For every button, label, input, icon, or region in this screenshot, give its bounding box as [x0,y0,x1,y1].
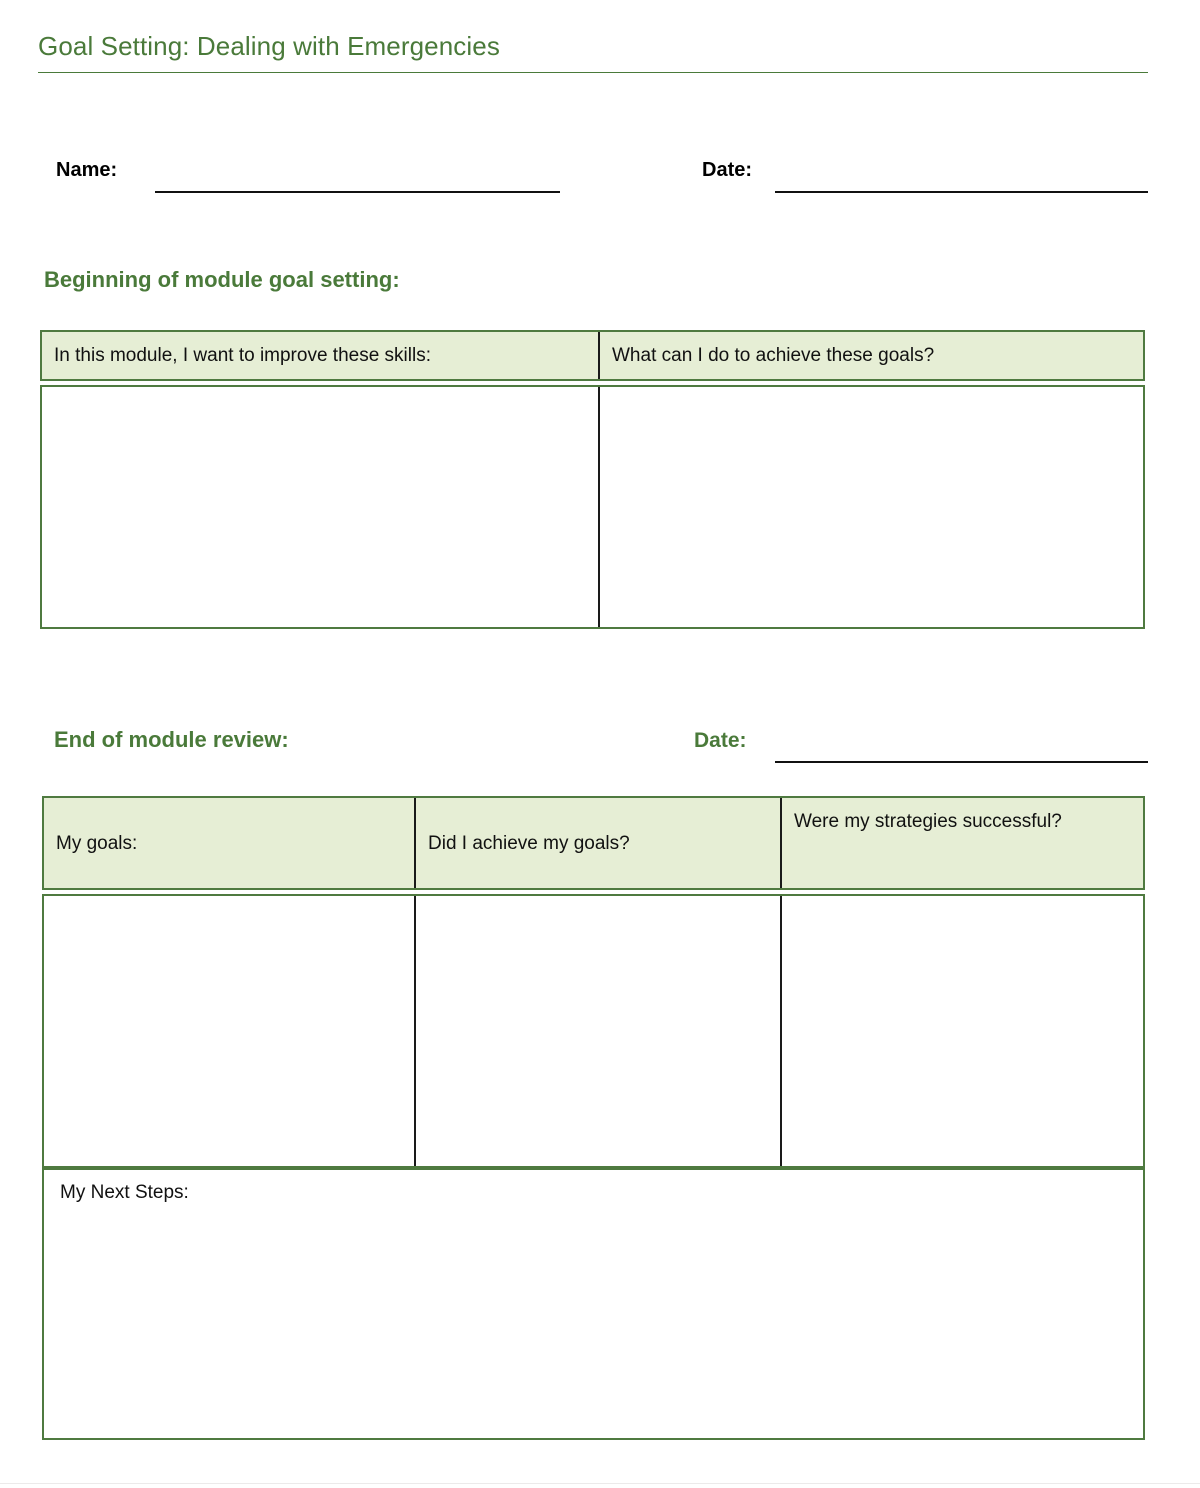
date-label: Date: [702,159,753,181]
title-block [38,30,1148,73]
table-header-row [40,330,1145,379]
next-steps-label: My Next Steps: [60,1182,189,1203]
table-row [40,387,1145,629]
cell-achieved-entry[interactable] [414,896,780,1166]
cell-skills-entry[interactable] [42,387,598,627]
end-review-table [42,796,1145,1440]
end-date-input-line[interactable] [775,761,1148,763]
column-header-skills: In this module, I want to improve these skills: [54,345,431,366]
cell-strategies-entry[interactable] [780,896,1143,1166]
header-divider [42,888,1145,896]
header-divider [40,379,1145,387]
table-header-row [42,796,1145,888]
end-date-label: Date: [694,729,747,752]
cell-actions-entry[interactable] [598,387,1143,627]
goal-setting-table [40,330,1145,629]
name-input-line[interactable] [155,191,560,193]
cell-my-goals-entry[interactable] [44,896,414,1166]
column-header-achieved: Did I achieve my goals? [414,798,780,888]
column-header-actions: What can I do to achieve these goals? [598,332,1143,379]
name-label: Name: [56,159,118,181]
identity-row [0,155,1200,201]
table-row [42,896,1145,1168]
column-header-strategies: Were my strategies successful? [780,798,1143,888]
end-section-heading: End of module review: [54,727,289,752]
title-divider [38,72,1148,73]
date-input-line[interactable] [775,191,1148,193]
beginning-section-heading: Beginning of module goal setting: [44,267,400,292]
column-header-my-goals: My goals: [56,832,138,854]
page-title: Goal Setting: Dealing with Emergencies [38,31,500,61]
page-bottom-edge [0,1483,1200,1484]
next-steps-row[interactable] [42,1168,1145,1440]
